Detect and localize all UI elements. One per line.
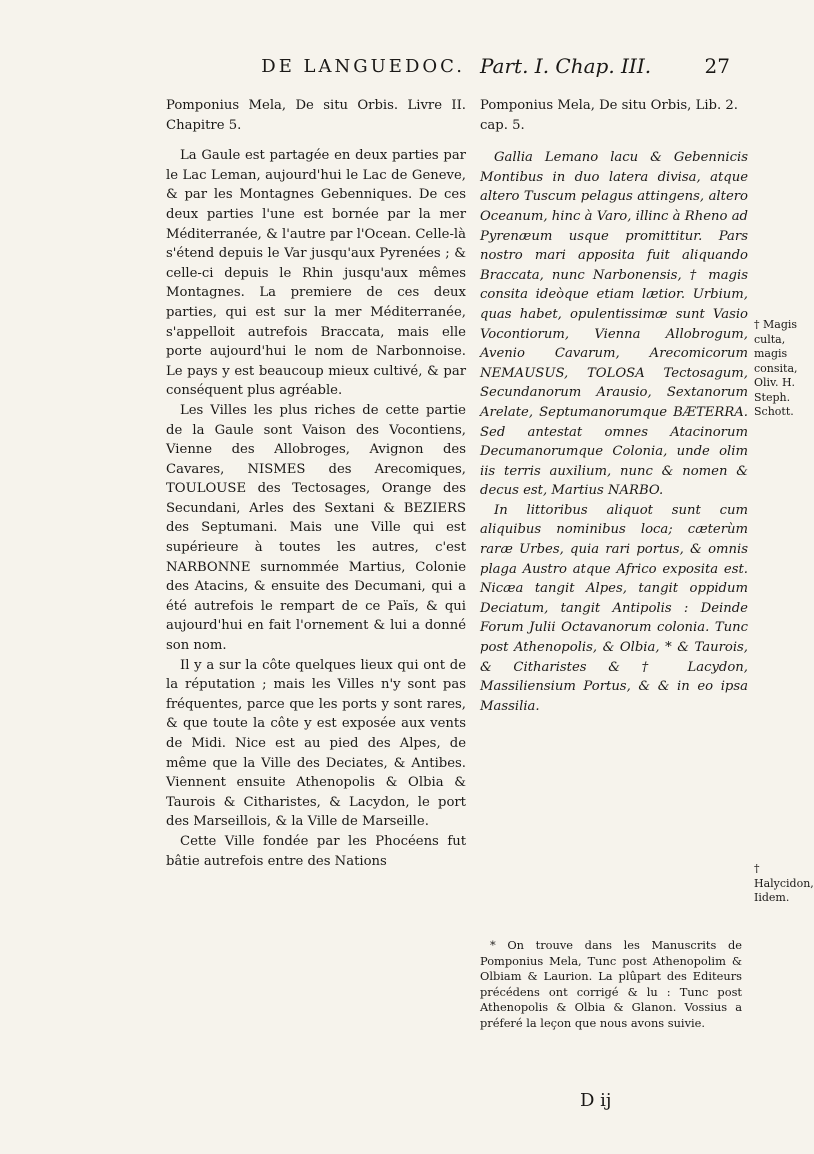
- french-paragraph-3: Il y a sur la côte quelques lieux qui ont de la réputation ; mais les Villes n'y sont pas fréquentes, parce que les ports y sont rares, & que toute la côte y est exposée aux vents de Midi. Nice est au pied des Alpes, de même que la Ville des Deciates, & Antibes. Viennent ensuite Athenopolis & Olbia & Taurois & Citharistes, & Lacydon, le port des Marseillois, & la Ville de Marseille.: [166, 657, 466, 830]
- french-source-heading: Pomponius Mela, De situ Orbis. Livre II. Chapitre 5.: [166, 98, 466, 133]
- latin-source-heading: Pomponius Mela, De situ Orbis, Lib. 2. cap. 5.: [480, 98, 738, 133]
- french-paragraph-2: Les Villes les plus riches de cette partie de la Gaule sont Vaison des Vocontiens, Vienne des Allobroges, Avignon des Cavares, NISMES des Arecomiques, TOULOUSE des Tectosages, Orange des Secundani, Arles des Sextani & BEZIERS des Septumani. Mais une Ville qui est supérieure à toutes les autres, c'est NARBONNE surnommée Martius, Colonie des Atacins, & ensuite des Decumani, qui a été autrefois le rempart de ce Païs, & qui aujourd'hui en fait l'ornement & lui a donné son nom.: [166, 402, 466, 654]
- margin-note-1: † Magis culta, magis consita, Oliv. H. Steph. Schott.: [754, 318, 798, 418]
- latin-paragraph-2: In littoribus aliquot sunt cum aliquibus nominibus loca; cæterùm raræ Urbes, quia rari portus, & omnis plaga Austro atque Africo exposita est. Nicæa tangit Alpes, tangit oppidum Deciatum, tangit Antipolis : Deinde Forum Julii Octavanorum colonia. Tunc post Athenopolis, & Olbia, * & Taurois, & Citharistes & † Lacydon, Massiliensium Portus, & & in eo ipsa Massilia.: [480, 502, 748, 714]
- footnote: * On trouve dans les Manuscrits de Pomponius Mela, Tunc post Athenopolim & Olbiam & Laurion. La plûpart des Editeurs précédens ont corrigé & lu : Tunc post Athenopolis & Olbia & Glanon. Vossius a préferé la leçon que nous avons suivie.: [480, 938, 742, 1030]
- french-paragraph-4: Cette Ville fondée par les Phocéens fut bâtie autrefois entre des Nations: [166, 833, 466, 869]
- french-translation-column: [166, 96, 466, 871]
- running-header-left: DE LANGUEDOC.: [261, 56, 465, 77]
- latin-paragraph-1: Gallia Lemano lacu & Gebennicis Montibus in duo latera divisa, atque altero Tuscum pelagus attingens, altero Oceanum, hinc à Varo, illinc à Rheno ad Pyrenæum usque promittitur. Pars nostro mari apposita fuit aliquando Braccata, nunc Narbonensis, † magis consita ideòque etiam lætior. Urbium, quas habet, opulentissimæ sunt Vasio Vocontiorum, Vienna Allobrogum, Avenio Cavarum, Arecomicorum NEMAUSUS, TOLOSA Tectosagum, Secundanorum Arausio, Sextanorum Arelate, Septumanorumque BÆTERRA. Sed antestat omnes Atacinorum Decumanorumque Colonia, unde olim iis terris auxilium, nunc & nomen & decus est, Martius NARBO.: [480, 150, 748, 499]
- french-paragraph-1: La Gaule est partagée en deux parties par le Lac Leman, aujourd'hui le Lac de Geneve, & par les Montagnes Gebenniques. De ces deux parties l'une est bornée par la mer Méditerranée, & l'autre par l'Ocean. Celle-là s'étend depuis le Var jusqu'aux Pyrenées ; & celle-ci depuis le Rhin jusqu'aux mêmes Montagnes. La premiere de ces deux parties, qui est sur la mer Méditerranée, s'appelloit autrefois Braccata, mais elle porte aujourd'hui le nom de Narbonnoise. Le pays y est beaucoup mieux cultivé, & par conséquent plus agréable.: [166, 148, 466, 399]
- latin-original-column: [480, 96, 748, 716]
- page-number: 27: [704, 54, 730, 78]
- margin-note-2: † Halycidon, Iidem.: [754, 862, 814, 904]
- chapter-reference: Part. I. Chap. III.: [480, 54, 652, 78]
- signature-mark: D ij: [580, 1090, 612, 1111]
- running-header-right: [480, 54, 730, 78]
